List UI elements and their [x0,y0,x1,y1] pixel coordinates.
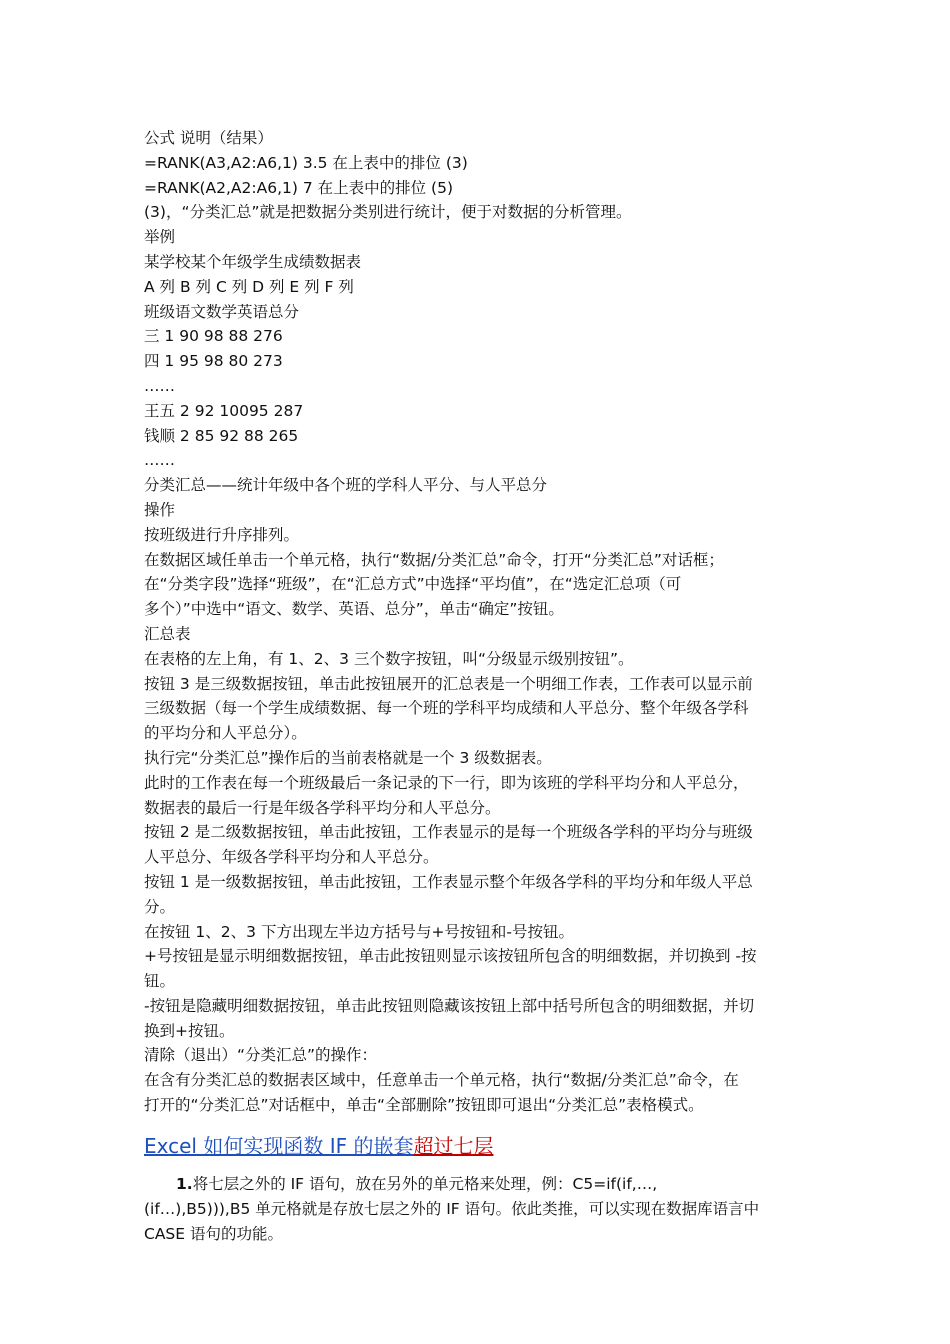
text-line: 数据表的最后一行是年级各学科平均分和人平总分。 [144,798,501,817]
text-line: 此时的工作表在每一个班级最后一条记录的下一行，即为该班的学科平均分和人平总分， [144,773,749,792]
text-line: -按钮是隐藏明细数据按钮，单击此按钮则隐藏该按钮上部中括号所包含的明细数据，并切 [144,996,755,1015]
text-line: CASE 语句的功能。 [144,1225,283,1243]
text-line: +号按钮是显示明细数据按钮，单击此按钮则显示该按钮所包含的明细数据，并切换到 -按 [144,947,757,966]
text-line: 在“分类字段”选择“班级”，在“汇总方式”中选择“平均值”，在“选定汇总项（可 [144,575,682,594]
text-line: 按钮 1 是一级数据按钮，单击此按钮，工作表显示整个年级各学科的平均分和年级人平总 [144,872,753,891]
text-line: 钮。 [144,972,176,991]
text-line: …… [144,451,175,470]
text-line: (if…),B5))),B5 单元格就是存放七层之外的 IF 语句。依此类推，可以实现在数据库语言中 [144,1200,760,1218]
text-line: =RANK(A2,A2:A6,1) 7 在上表中的排位 (5) [144,178,454,197]
text-line: 执行完“分类汇总”操作后的当前表格就是一个 3 级数据表。 [144,748,552,767]
paragraph-first-line [144,1172,812,1197]
text-line: 在含有分类汇总的数据表区域中，任意单击一个单元格，执行“数据/分类汇总”命令，在 [144,1071,739,1090]
text-line: 在表格的左上角，有 1、2、3 三个数字按钮，叫“分级显示级别按钮”。 [144,649,634,668]
text-line: 打开的“分类汇总”对话框中，单击“全部删除”按钮即可退出“分类汇总”表格模式。 [144,1096,704,1115]
text-line: 的平均分和人平总分）。 [144,724,307,743]
text-line: 钱顺 2 85 92 88 265 [144,426,299,445]
text-line: 某学校某个年级学生成绩数据表 [144,252,362,271]
text-line: 按钮 2 是二级数据按钮，单击此按钮，工作表显示的是每一个班级各学科的平均分与班级 [144,823,753,842]
heading-link-part2[interactable]: 超过七层 [413,1134,494,1158]
text-line: 多个）”中选中“语文、数学、英语、总分”，单击“确定”按钮。 [144,600,564,619]
paragraph-if-nesting [144,1172,812,1247]
text-line: 举例 [144,228,176,247]
text-line: 操作 [144,500,176,519]
text-line: A 列 B 列 C 列 D 列 E 列 F 列 [144,277,354,296]
text-line: 王五 2 92 10095 287 [144,401,304,420]
text-line: 清除（退出）“分类汇总”的操作： [144,1046,378,1065]
text-line: 三级数据（每一个学生成绩数据、每一个班的学科平均成绩和人平总分、整个年级各学科 [144,699,749,718]
item-number: 1. [176,1175,193,1193]
document-body [144,126,812,1118]
text-line: 公式 说明（结果） [144,129,273,147]
text-line: (3)，“分类汇总”就是把数据分类别进行统计，便于对数据的分析管理。 [144,203,632,222]
text-line: =RANK(A3,A2:A6,1) 3.5 在上表中的排位 (3) [144,153,468,172]
text-line: 在数据区域任单击一个单元格，执行“数据/分类汇总”命令，打开“分类汇总”对话框； [144,550,724,569]
text-line: 分类汇总——统计年级中各个班的学科人平分、与人平总分 [144,476,548,495]
text-line: 将七层之外的 IF 语句，放在另外的单元格来处理，例：C5=if(if,…, [192,1175,658,1193]
text-line: 按班级进行升序排列。 [144,525,300,544]
text-line: 在按钮 1、2、3 下方出现左半边方括号与+号按钮和-号按钮。 [144,922,575,941]
text-line: 四 1 95 98 80 273 [144,352,283,371]
text-line: 分。 [144,897,176,916]
heading-link-part1[interactable]: Excel 如何实现函数 IF 的嵌套 [144,1134,414,1158]
section-heading[interactable] [144,1131,493,1161]
text-line: 三 1 90 98 88 276 [144,327,283,346]
text-line: 班级语文数学英语总分 [144,302,300,321]
text-line: 换到+按钮。 [144,1021,235,1040]
text-line: 汇总表 [144,624,191,643]
text-line: 人平总分、年级各学科平均分和人平总分。 [144,848,439,867]
text-line: 按钮 3 是三级数据按钮，单击此按钮展开的汇总表是一个明细工作表，工作表可以显示前 [144,674,753,693]
text-line: …… [144,376,175,395]
